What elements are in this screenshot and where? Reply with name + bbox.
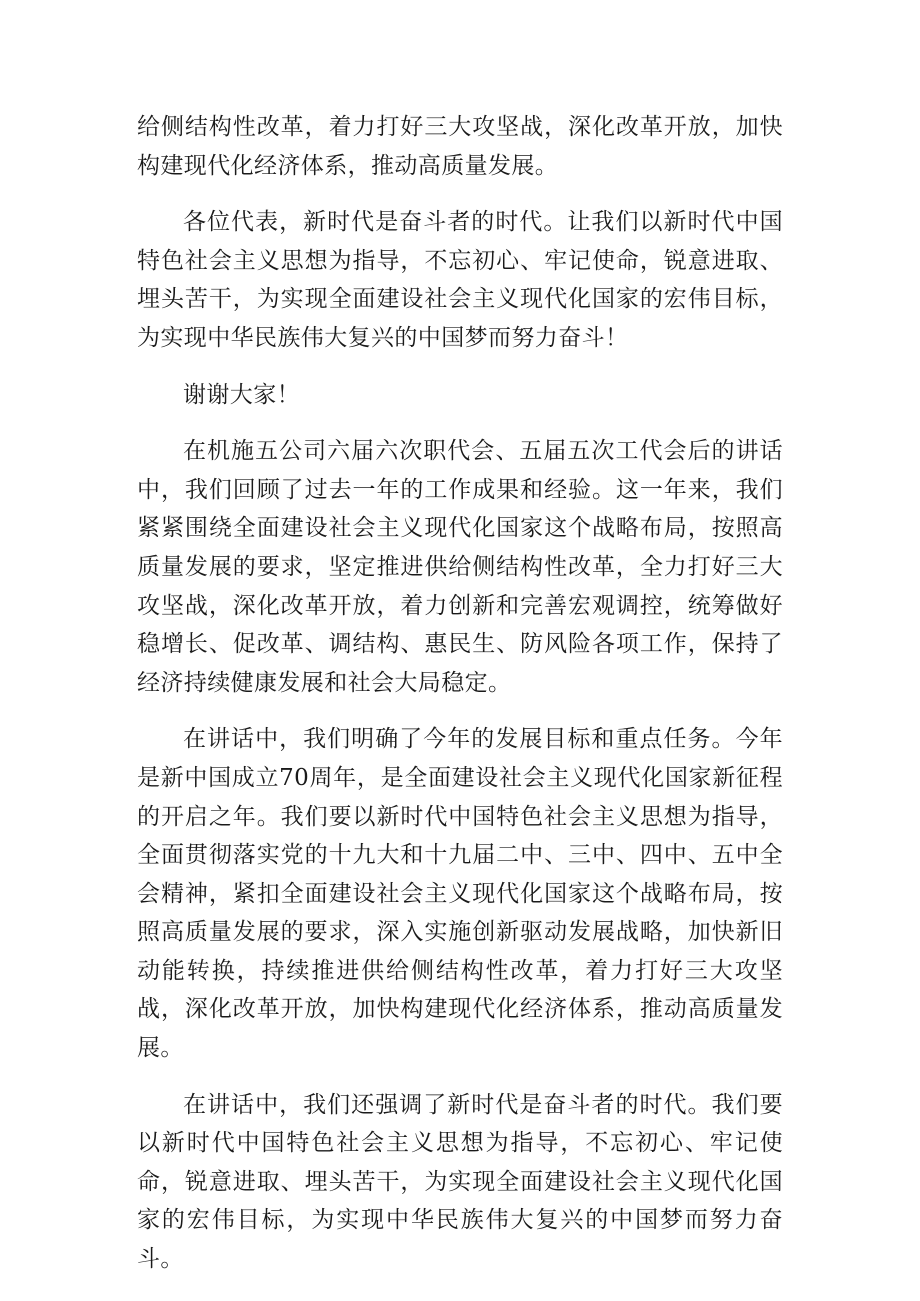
paragraph-1: 给侧结构性改革，着力打好三大攻坚战，深化改革开放，加快构建现代化经济体系，推动高质量发展。 <box>137 114 783 179</box>
document-body <box>137 108 783 1297</box>
paragraph-4: 在机施五公司六届六次职代会、五届五次工代会后的讲话中，我们回顾了过去一年的工作成果和经验。这一年来，我们紧紧围绕全面建设社会主义现代化国家这个战略布局，按照高质量发展的要求，坚定推进供给侧结构性改革，全力打好三大攻坚战，深化改革开放，着力创新和完善宏观调控，统筹做好稳增长、促改革、调结构、惠民生、防风险各项工作，保持了经济持续健康发展和社会大局稳定。 <box>137 438 783 696</box>
paragraph-6: 在讲话中，我们还强调了新时代是奋斗者的时代。我们要以新时代中国特色社会主义思想为指导，不忘初心、牢记使命，锐意进取、埋头苦干，为实现全面建设社会主义现代化国家的宏伟目标，为实现中华民族伟大复兴的中国梦而努力奋斗。 <box>137 1091 783 1273</box>
paragraph-5: 在讲话中，我们明确了今年的发展目标和重点任务。今年是新中国成立70周年，是全面建设社会主义现代化国家新征程的开启之年。我们要以新时代中国特色社会主义思想为指导，全面贯彻落实党的十九大和十九届二中、三中、四中、五中全会精神，紧扣全面建设社会主义现代化国家这个战略布局，按照高质量发展的要求，深入实施创新驱动发展战略，加快新旧动能转换，持续推进供给侧结构性改革，着力打好三大攻坚战，深化改革开放，加快构建现代化经济体系，推动高质量发展。 <box>137 726 783 1062</box>
paragraph-3: 谢谢大家！ <box>183 381 300 408</box>
paragraph-2: 各位代表，新时代是奋斗者的时代。让我们以新时代中国特色社会主义思想为指导，不忘初心、牢记使命，锐意进取、埋头苦干，为实现全面建设社会主义现代化国家的宏伟目标，为实现中华民族伟大复兴的中国梦而努力奋斗！ <box>137 209 783 351</box>
